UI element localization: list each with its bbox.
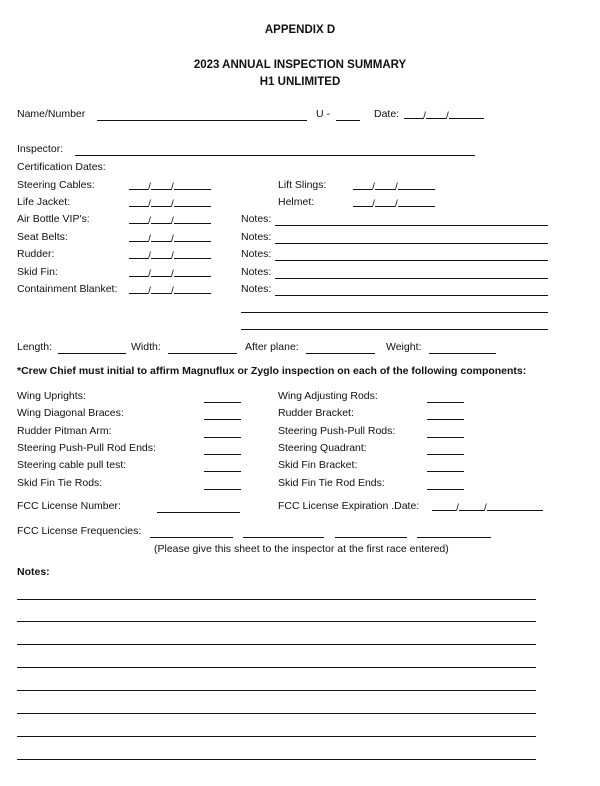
component-label: Skid Fin Bracket: xyxy=(278,459,358,471)
notes-label: Notes: xyxy=(241,213,272,225)
form-title: 2023 ANNUAL INSPECTION SUMMARY xyxy=(193,59,407,71)
width-label: Width: xyxy=(131,341,161,353)
notes-line[interactable] xyxy=(17,690,536,691)
name-number-label: Name/Number xyxy=(17,108,86,120)
component-initial-field[interactable] xyxy=(204,402,241,403)
helmet-label: Helmet: xyxy=(278,196,315,208)
component-initial-field[interactable] xyxy=(204,454,241,455)
fcc-frequencies-label: FCC License Frequencies: xyxy=(17,525,142,537)
component-label: Wing Uprights: xyxy=(17,390,86,402)
skid-fin-date-field[interactable]: / / xyxy=(129,266,211,281)
seat-belts-label: Seat Belts: xyxy=(17,231,68,243)
component-initial-field[interactable] xyxy=(204,437,241,438)
component-label: Steering cable pull test: xyxy=(17,459,127,471)
notes-field[interactable] xyxy=(275,278,548,279)
notes-line[interactable] xyxy=(17,713,536,714)
weight-field[interactable] xyxy=(429,353,496,354)
notes-line[interactable] xyxy=(17,736,536,737)
air-bottle-date-field[interactable]: / / xyxy=(129,213,211,228)
component-initial-field[interactable] xyxy=(427,489,464,490)
notes-line[interactable] xyxy=(17,599,536,600)
helmet-date-field[interactable]: / / xyxy=(353,196,435,211)
fcc-frequency-field[interactable] xyxy=(243,537,324,538)
notes-label: Notes: xyxy=(241,231,272,243)
name-number-field[interactable] xyxy=(97,120,307,121)
weight-label: Weight: xyxy=(386,341,422,353)
component-initial-field[interactable] xyxy=(204,471,241,472)
fcc-frequency-field[interactable] xyxy=(417,537,491,538)
notes-line[interactable] xyxy=(17,759,536,760)
component-label: Skid Fin Tie Rod Ends: xyxy=(278,477,385,489)
component-initial-field[interactable] xyxy=(427,402,464,403)
notes-label: Notes: xyxy=(241,283,272,295)
fcc-expiration-date-field[interactable]: / / xyxy=(432,500,543,515)
notes-extra-line[interactable] xyxy=(241,329,548,330)
inspector-label: Inspector: xyxy=(17,143,64,155)
submission-instruction: (Please give this sheet to the inspector at the first race entered) xyxy=(154,543,449,555)
component-initial-field[interactable] xyxy=(427,471,464,472)
component-initial-field[interactable] xyxy=(427,437,464,438)
fcc-frequency-field[interactable] xyxy=(150,537,233,538)
component-initial-field[interactable] xyxy=(427,454,464,455)
notes-line[interactable] xyxy=(17,644,536,645)
fcc-license-number-label: FCC License Number: xyxy=(17,500,121,512)
notes-line[interactable] xyxy=(17,667,536,668)
length-label: Length: xyxy=(17,341,53,353)
fcc-frequency-field[interactable] xyxy=(335,537,407,538)
component-label: Rudder Pitman Arm: xyxy=(17,425,112,437)
length-field[interactable] xyxy=(58,353,126,354)
notes-label: Notes: xyxy=(241,248,272,260)
notes-line[interactable] xyxy=(17,621,536,622)
component-label: Wing Diagonal Braces: xyxy=(17,407,124,419)
notes-field[interactable] xyxy=(275,260,548,261)
skid-fin-label: Skid Fin: xyxy=(17,266,58,278)
component-initial-field[interactable] xyxy=(427,419,464,420)
component-initial-field[interactable] xyxy=(204,489,241,490)
component-label: Skid Fin Tie Rods: xyxy=(17,477,103,489)
component-label: Wing Adjusting Rods: xyxy=(278,390,378,402)
u-label: U - xyxy=(316,108,330,120)
lift-slings-label: Lift Slings: xyxy=(278,179,327,191)
life-jacket-label: Life Jacket: xyxy=(17,196,71,208)
lift-slings-date-field[interactable]: / / xyxy=(353,179,435,194)
after-plane-label: After plane: xyxy=(245,341,299,353)
notes-label: Notes: xyxy=(241,266,272,278)
date-label: Date: xyxy=(374,108,400,120)
component-label: Steering Quadrant: xyxy=(278,442,367,454)
containment-blanket-date-field[interactable]: / / xyxy=(129,283,211,298)
notes-field[interactable] xyxy=(275,243,548,244)
component-label: Steering Push-Pull Rod Ends: xyxy=(17,442,156,454)
notes-heading: Notes: xyxy=(17,566,50,578)
seat-belts-date-field[interactable]: / / xyxy=(129,231,211,246)
certification-dates-label: Certification Dates: xyxy=(17,161,106,173)
width-field[interactable] xyxy=(168,353,237,354)
air-bottle-label: Air Bottle VIP's: xyxy=(17,213,90,225)
steering-cables-date-field[interactable]: / / xyxy=(129,179,211,194)
rudder-date-field[interactable]: / / xyxy=(129,248,211,263)
component-label: Rudder Bracket: xyxy=(278,407,354,419)
after-plane-field[interactable] xyxy=(306,353,375,354)
notes-field[interactable] xyxy=(275,225,548,226)
component-label: Steering Push-Pull Rods: xyxy=(278,425,396,437)
fcc-expiration-label: FCC License Expiration .Date: xyxy=(278,500,420,512)
component-initial-field[interactable] xyxy=(204,419,241,420)
form-subtitle: H1 UNLIMITED xyxy=(259,76,341,88)
containment-blanket-label: Containment Blanket: xyxy=(17,283,118,295)
steering-cables-label: Steering Cables: xyxy=(17,179,95,191)
fcc-license-number-field[interactable] xyxy=(157,512,240,513)
inspector-field[interactable] xyxy=(75,155,475,156)
crew-chief-instruction: *Crew Chief must initial to affirm Magnuflux or Zyglo inspection on each of the following components: xyxy=(17,365,527,377)
date-field[interactable]: / / xyxy=(404,108,484,123)
notes-extra-line[interactable] xyxy=(241,312,548,313)
life-jacket-date-field[interactable]: / / xyxy=(129,196,211,211)
u-number-field[interactable] xyxy=(336,120,360,121)
appendix-heading: APPENDIX D xyxy=(264,24,336,36)
notes-field[interactable] xyxy=(275,295,548,296)
rudder-label: Rudder: xyxy=(17,248,55,260)
